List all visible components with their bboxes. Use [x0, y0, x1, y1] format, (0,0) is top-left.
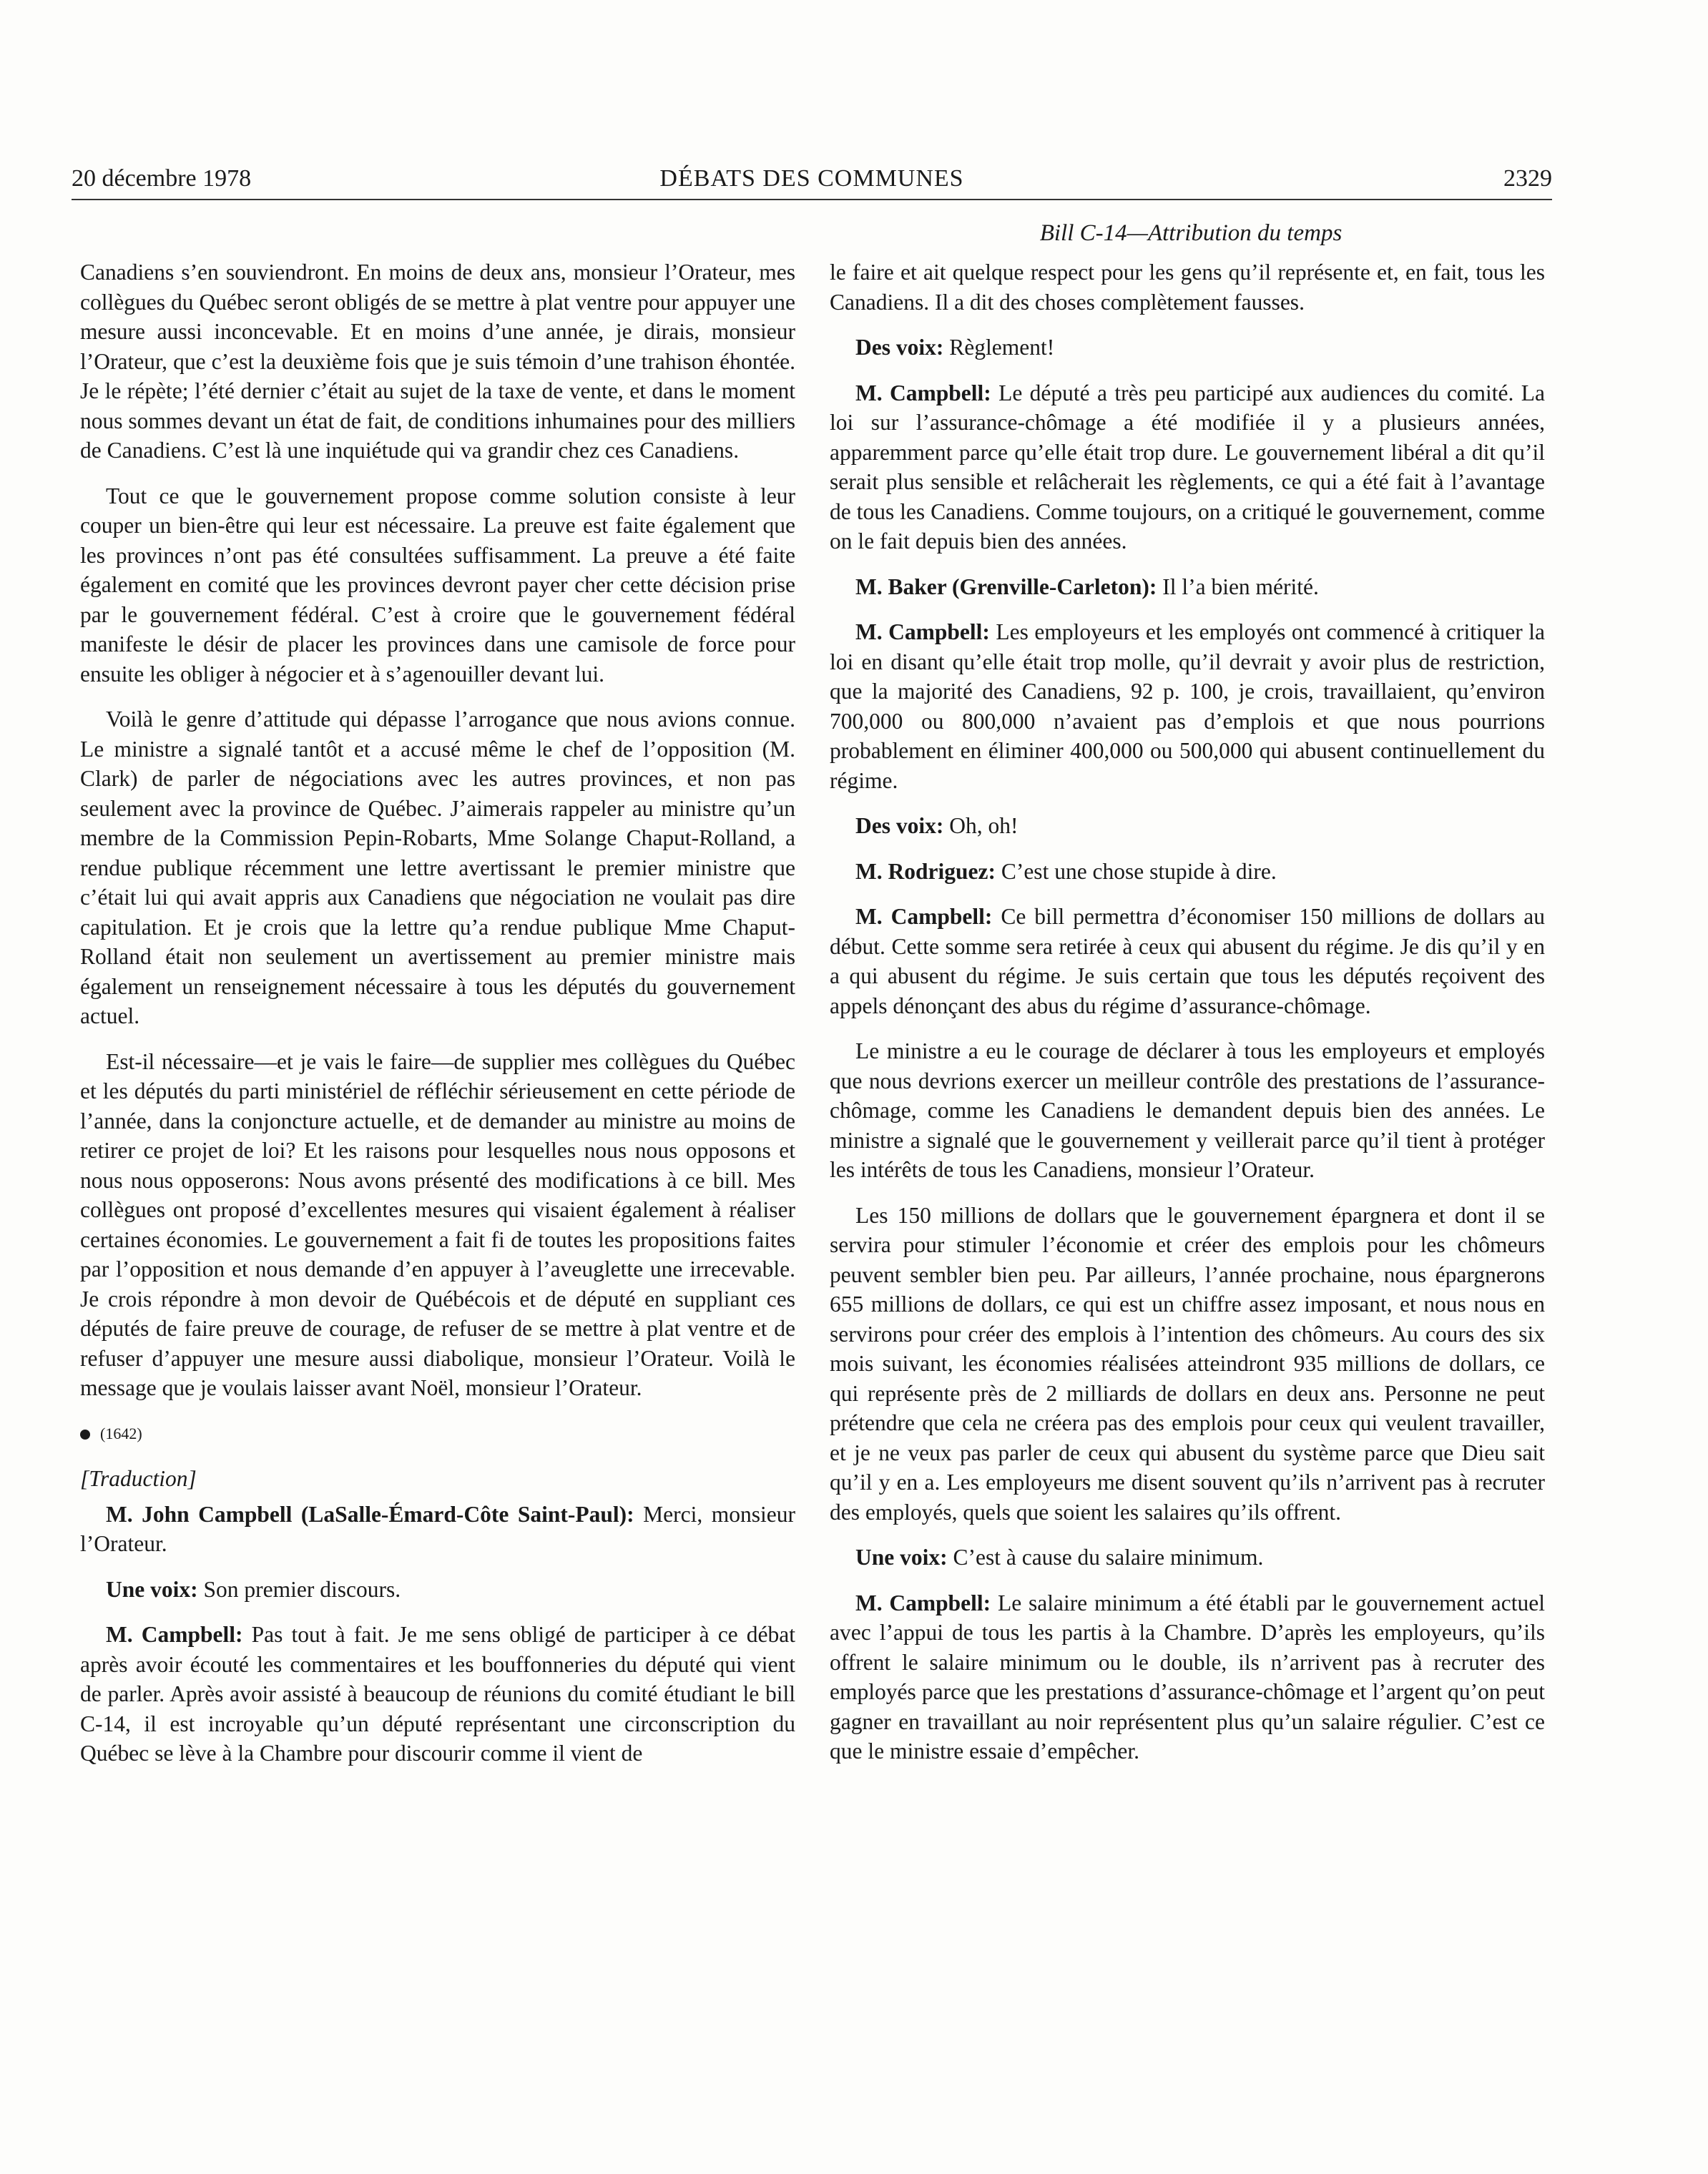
- speech: [80, 1575, 795, 1605]
- paragraph: Le ministre a eu le courage de déclarer à tous les employeurs et employés que nous devrions exercer un meilleur contrôle des prestations de l’assurance-chômage, comme les Canadiens le demandent depuis bien des années. Le ministre a signalé que le gouvernement y veillerait parce qu’il tient à protéger les intérêts de tous les Canadiens, monsieur l’Orateur.: [830, 1038, 1545, 1182]
- speech-text: Les employeurs et les employés ont commencé à critiquer la loi en disant qu’elle était trop molle, qu’il devrait y avoir plus de restriction, que la majorité des Canadiens, 92 p. 100, je crois, travaillaient, qu’environ 700,000 ou 800,000 n’avaient pas d’emplois et que nous pourrions probablement en éliminer 400,000 ou 500,000 qui abusent continuellement du régime.: [830, 619, 1545, 793]
- speaker-name: Des voix:: [855, 335, 944, 360]
- speech-text: Règlement!: [949, 335, 1055, 360]
- speaker-name: M. Campbell:: [855, 1590, 991, 1615]
- speech: [830, 902, 1545, 1020]
- traduction-label: [Traduction]: [80, 1466, 197, 1491]
- speaker-name: M. Campbell:: [855, 380, 991, 405]
- time-marker-label: (1642): [100, 1424, 142, 1442]
- speech: [830, 378, 1545, 556]
- speech: [80, 1620, 795, 1769]
- bullet-icon: [80, 1430, 90, 1440]
- speech: [830, 617, 1545, 795]
- paragraph: Est-il nécessaire—et je vais le faire—de supplier mes collègues du Québec et les députés du parti ministériel de réfléchir sérieusement en cette période de l’année, dans la conjoncture actuelle, et de demander au ministre au moins de retirer ce projet de loi? Et les raisons pour lesquelles nous nous opposons et nous nous opposerons: Nous avons présenté des modifications à ce bill. Mes collègues ont proposé d’excellentes mesures qui visaient également à réaliser certaines économies. Le gouvernement a fait fi de toutes les propositions faites par l’opposition et nous demande d’en appuyer à l’aveuglette une irrecevable. Je crois répondre à mon devoir de Québécois et de député en suppliant ces députés de faire preuve de courage, de refuser de se mettre à plat ventre et de refuser d’appuyer une mesure aussi diabolique, monsieur l’Orateur. Voilà le message que je voulais laisser avant Noël, monsieur l’Orateur.: [80, 1048, 795, 1400]
- page-header: [72, 163, 1552, 200]
- speech: [830, 572, 1545, 602]
- page-number: 2329: [1503, 165, 1552, 192]
- speaker-name: Des voix:: [855, 813, 944, 838]
- speech-text: C’est à cause du salaire minimum.: [953, 1545, 1264, 1570]
- speech: [830, 857, 1545, 887]
- speech: [830, 333, 1545, 363]
- speech-text: Oh, oh!: [949, 813, 1019, 838]
- speaker-name: Une voix:: [106, 1576, 198, 1602]
- speaker-name: Une voix:: [855, 1545, 948, 1570]
- paragraph: Les 150 millions de dollars que le gouvernement épargnera et dont il se servira pour stimuler l’économie et créer des emplois pour les chômeurs peuvent sembler bien peu. Par ailleurs, l’année prochaine, nous épargnerons 655 millions de dollars, ce qui est un chiffre assez imposant, et nous nous en servirons pour créer des emplois à l’intention des chômeurs. Au cours des six mois suivant, les économies réalisées atteindront 935 millions de dollars, ce qui représente près de 2 milliards de dollars en deux ans. Personne ne peut prétendre que cela ne créera pas des emplois pour ceux qui veulent travailler, et je ne veux pas parler de ceux qui abusent du système parce que Dieu sait qu’il y en a. Les employeurs me disent souvent qu’ils n’arrivent pas à recruter des employés, quels que soient les salaires qu’ils offrent.: [830, 1202, 1545, 1525]
- header-date: 20 décembre 1978: [72, 165, 252, 192]
- speaker-name: M. Rodriguez:: [855, 858, 996, 884]
- header-title: DÉBATS DES COMMUNES: [659, 165, 964, 192]
- speech-text: Pas tout à fait. Je me sens obligé de participer à ce débat après avoir écouté les commentaires et les bouffonneries du député qui vient de parler. Après avoir assisté à beaucoup de réunions du comité étudiant le bill C-14, il est incroyable qu’un député représentant une circonscription du Québec se lève à la Chambre pour discourir comme il vient de: [80, 1622, 796, 1766]
- speech: [830, 1543, 1545, 1573]
- right-column: [830, 257, 1545, 1782]
- paragraph: Voilà le genre d’attitude qui dépasse l’arrogance que nous avions connue. Le ministre a signalé tantôt et a accusé même le chef de l’opposition (M. Clark) de parler de négociations avec les autres provinces, et non pas seulement avec la province de Québec. J’aimerais rappeler au ministre qu’un membre de la Commission Pepin-Robarts, Mme Solange Chaput-Rolland, a rendue publique récemment une lettre avertissant le premier ministre que c’était lui qui avait appris aux Canadiens que négociation ne voulait pas dire capitulation. Et je crois que la lettre qu’a rendue publique Mme Chaput-Rolland était non seulement un avertissement au premier ministre mais également un renseignement nécessaire à tous les députés du gouvernement actuel.: [80, 707, 795, 1028]
- paragraph: Tout ce que le gouvernement propose comme solution consiste à leur couper un bien-être qui leur est nécessaire. La preuve est faite également que les provinces n’ont pas été consultées suffisamment. La preuve a été faite également en comité que les provinces devront payer cher cette décision prise par le gouvernement fédéral. C’est à croire que le gouvernement fédéral manifeste le désir de placer les provinces dans une camisole de force pour ensuite les obliger à négocier et à s’agenouiller devant lui.: [80, 483, 795, 687]
- speech-text: Son premier discours.: [203, 1576, 401, 1602]
- speech-text: Ce bill permettra d’économiser 150 millions de dollars au début. Cette somme sera retirée à ceux qui abusent du régime. Je dis qu’il y en a qui abusent du régime. Je suis certain que tous les députés reçoivent des appels dénonçant des abus du régime d’assurance-chômage.: [830, 904, 1546, 1018]
- speaker-name: M. John Campbell (LaSalle-Émard-Côte Saint-Paul):: [106, 1501, 634, 1527]
- paragraph: le faire et ait quelque respect pour les gens qu’il représente et, en fait, tous les Canadiens. Il a dit des choses complètement fausses.: [830, 260, 1545, 315]
- speech: [830, 811, 1545, 841]
- section-subheader: Bill C-14—Attribution du temps: [1039, 220, 1343, 246]
- speech: [830, 1588, 1545, 1766]
- speech-text: Le salaire minimum a été établi par le gouvernement actuel avec l’appui de tous les partis à la Chambre. D’après les employeurs, qu’ils offrent le salaire minimum ou le double, ils n’arrivent pas à recruter des employés parce que les prestations d’assurance-chômage et l’argent qu’on peut gagner en travaillant au noir représentent plus qu’un salaire régulier. C’est ce que le ministre essaie d’empêcher.: [830, 1590, 1546, 1764]
- speaker-name: M. Campbell:: [855, 904, 993, 929]
- speech-text: C’est une chose stupide à dire.: [1001, 858, 1277, 884]
- speech-text: Il l’a bien mérité.: [1162, 574, 1319, 599]
- speaker-name: M. Campbell:: [855, 619, 990, 644]
- speech: [80, 1500, 795, 1559]
- speech-text: Le député a très peu participé aux audiences du comité. La loi sur l’assurance-chômage a été modifiée il y a plusieurs années, apparemment parce qu’elle était trop dure. Le gouvernement libéral a dit qu’il serait plus sensible et relâcherait les règlements, ce qui a été fait à l’avantage de tous les Canadiens. Comme toujours, on a critiqué le gouvernement, comme on le fait depuis bien des années.: [830, 380, 1546, 554]
- speaker-name: M. Campbell:: [106, 1622, 243, 1647]
- paragraph: Canadiens s’en souviendront. En moins de deux ans, monsieur l’Orateur, mes collègues du Québec seront obligés de se mettre à plat ventre pour appuyer une mesure aussi inconcevable. Et en moins d’une année, je dirais, monsieur l’Orateur, que c’est la deuxième fois que je suis témoin d’une trahison éhontée. Je le répète; l’été dernier c’était au sujet de la taxe de vente, et dans le moment nous sommes devant un état de fait, de conditions inhumaines pour des milliers de Canadiens. C’est là une inquiétude qui va grandir chez ces Canadiens.: [80, 260, 795, 463]
- left-column: [80, 257, 795, 1784]
- speaker-name: M. Baker (Grenville-Carleton):: [855, 574, 1157, 599]
- speech-text: Merci, monsieur l’Orateur.: [80, 1501, 795, 1556]
- time-marker: [80, 1419, 795, 1449]
